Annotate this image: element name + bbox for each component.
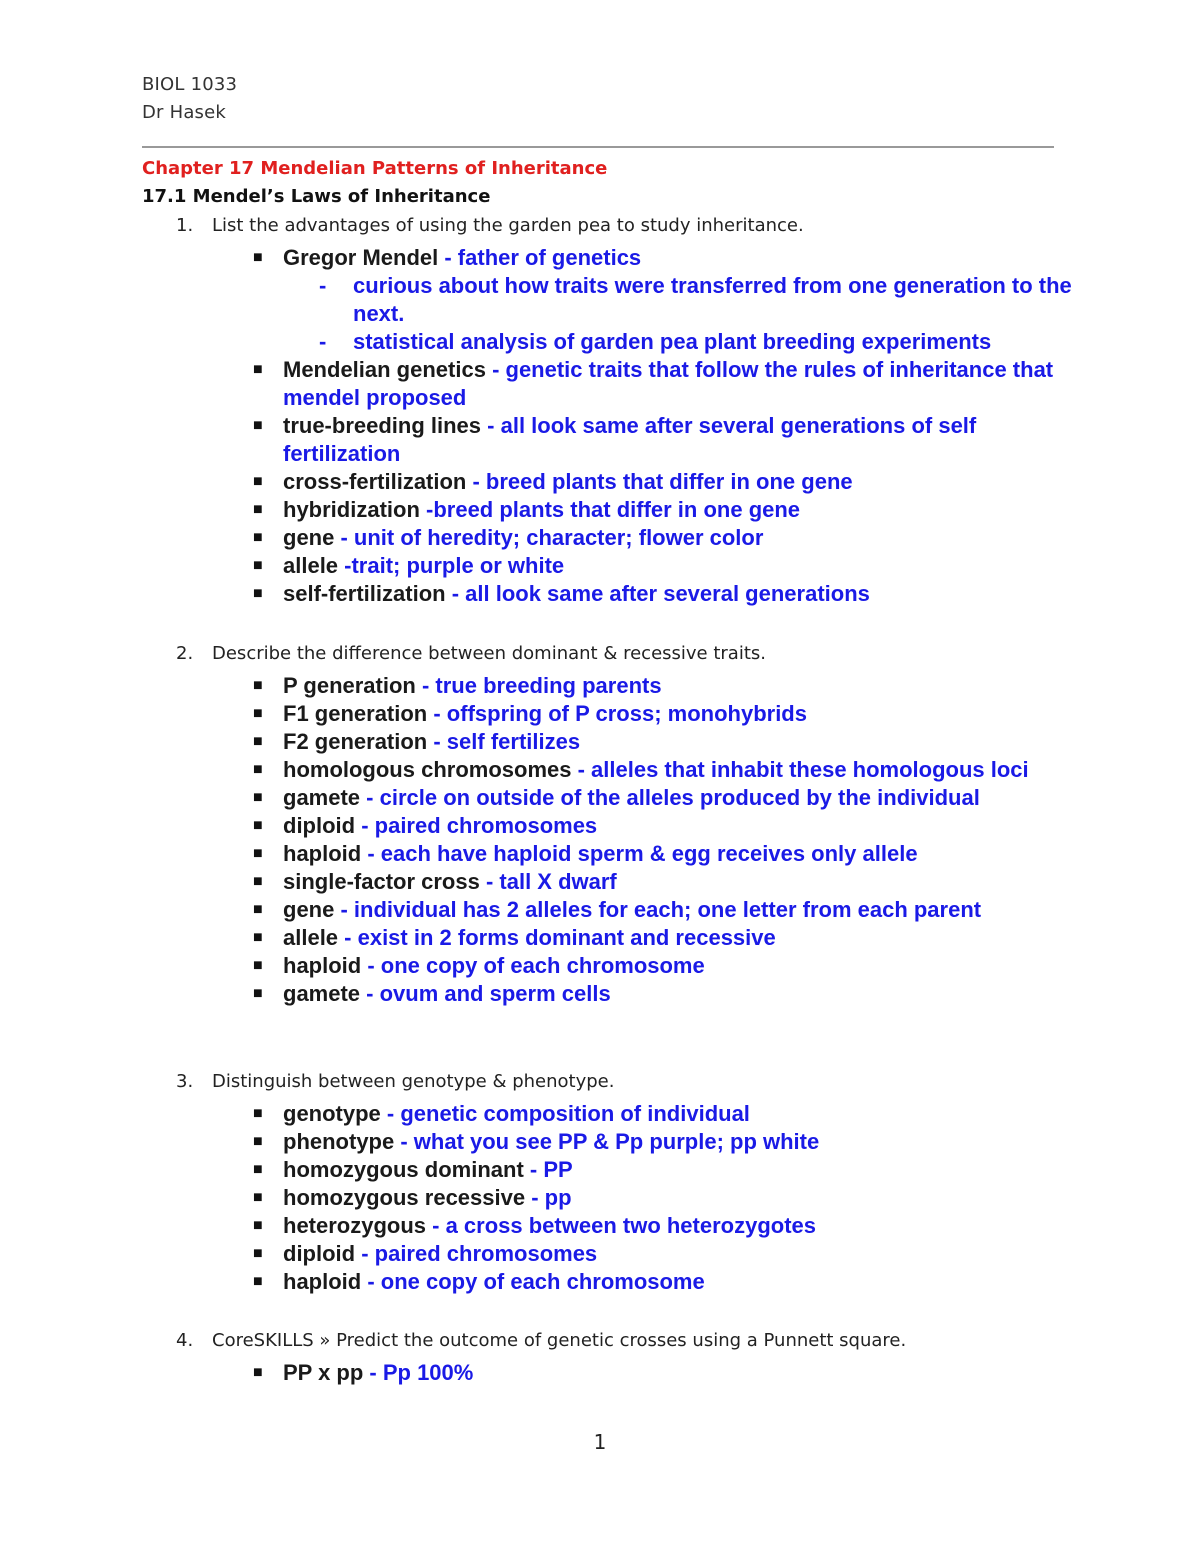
- dash-bullet-icon: -: [319, 329, 327, 354]
- question-1: [176, 215, 804, 236]
- list-item: [0, 700, 1073, 728]
- definition: - one copy of each chromosome: [361, 953, 705, 978]
- term: Gregor Mendel: [283, 245, 439, 270]
- term: homozygous recessive: [283, 1185, 526, 1210]
- definition: - true breeding parents: [415, 673, 662, 698]
- term: heterozygous: [283, 1213, 427, 1238]
- sub-text: statistical analysis of garden pea plant breeding experiments: [353, 329, 992, 354]
- definition: - father of genetics: [438, 245, 642, 270]
- question-number: 3.: [176, 1071, 194, 1092]
- list-item: [0, 924, 1073, 952]
- term: gene: [283, 897, 335, 922]
- course-code: BIOL 1033: [142, 74, 238, 95]
- question-number: 2.: [176, 643, 194, 664]
- definition: - paired chromosomes: [355, 1241, 598, 1266]
- square-bullet-icon: ■: [253, 473, 263, 490]
- term: homozygous dominant: [283, 1157, 524, 1182]
- question-4-list: [0, 1359, 1200, 1387]
- sub-text: curious about how traits were transferred from one generation to the next.: [353, 273, 1072, 326]
- list-item: [0, 868, 1073, 896]
- question-number: 1.: [176, 215, 194, 236]
- list-item: [0, 580, 1073, 608]
- dash-bullet-icon: -: [319, 273, 327, 298]
- square-bullet-icon: ■: [253, 985, 263, 1002]
- definition: - PP: [523, 1157, 573, 1182]
- sub-list: [283, 272, 1073, 356]
- square-bullet-icon: ■: [253, 901, 263, 918]
- definition: - tall X dwarf: [479, 869, 617, 894]
- square-bullet-icon: ■: [253, 1364, 263, 1381]
- definition: - breed plants that differ in one gene: [466, 469, 853, 494]
- definition: - what you see PP & Pp purple; pp white: [394, 1129, 820, 1154]
- question-1-list: [0, 244, 1200, 608]
- term: PP x pp: [283, 1360, 364, 1385]
- term: single-factor cross: [283, 869, 480, 894]
- term: F1 generation: [283, 701, 428, 726]
- list-item: [0, 952, 1073, 980]
- square-bullet-icon: ■: [253, 557, 263, 574]
- question-3: [176, 1071, 614, 1092]
- question-number: 4.: [176, 1330, 194, 1351]
- list-item: [0, 356, 1073, 412]
- definition: - circle on outside of the alleles produced by the individual: [360, 785, 980, 810]
- square-bullet-icon: ■: [253, 733, 263, 750]
- list-item: [0, 1268, 1073, 1296]
- term: self-fertilization: [283, 581, 446, 606]
- square-bullet-icon: ■: [253, 957, 263, 974]
- square-bullet-icon: ■: [253, 761, 263, 778]
- definition: - unit of heredity; character; flower color: [334, 525, 764, 550]
- definition: - offspring of P cross; monohybrids: [427, 701, 807, 726]
- square-bullet-icon: ■: [253, 1133, 263, 1150]
- question-3-list: [0, 1100, 1200, 1296]
- list-item: [0, 840, 1073, 868]
- square-bullet-icon: ■: [253, 249, 263, 266]
- term: gene: [283, 525, 335, 550]
- question-text: Distinguish between genotype & phenotype.: [212, 1071, 615, 1092]
- list-item: [0, 1184, 1073, 1212]
- term: homologous chromosomes: [283, 757, 572, 782]
- square-bullet-icon: ■: [253, 585, 263, 602]
- definition: - alleles that inhabit these homologous loci: [571, 757, 1029, 782]
- term: phenotype: [283, 1129, 395, 1154]
- term: Mendelian genetics: [283, 357, 486, 382]
- list-item: [0, 1156, 1073, 1184]
- definition: -trait; purple or white: [338, 553, 565, 578]
- square-bullet-icon: ■: [253, 789, 263, 806]
- square-bullet-icon: ■: [253, 501, 263, 518]
- definition: - pp: [525, 1185, 572, 1210]
- list-item: [0, 896, 1073, 924]
- square-bullet-icon: ■: [253, 677, 263, 694]
- list-item: [0, 1100, 1073, 1128]
- term: gamete: [283, 981, 361, 1006]
- section-title: 17.1 Mendel’s Laws of Inheritance: [142, 186, 491, 207]
- term: true-breeding lines: [283, 413, 482, 438]
- definition: - genetic composition of individual: [380, 1101, 750, 1126]
- square-bullet-icon: ■: [253, 1217, 263, 1234]
- definition: - each have haploid sperm & egg receives only allele: [361, 841, 918, 866]
- square-bullet-icon: ■: [253, 1189, 263, 1206]
- definition: - all look same after several generations: [445, 581, 870, 606]
- list-item: [0, 244, 1073, 356]
- term: F2 generation: [283, 729, 428, 754]
- list-item: [0, 524, 1073, 552]
- square-bullet-icon: ■: [253, 1273, 263, 1290]
- list-item: [0, 1359, 1073, 1387]
- list-item: [0, 812, 1073, 840]
- definition: - all look same after several generations of self fertilization: [283, 413, 977, 466]
- square-bullet-icon: ■: [253, 1245, 263, 1262]
- question-2: [176, 643, 766, 664]
- list-item: [0, 552, 1073, 580]
- definition: - a cross between two heterozygotes: [426, 1213, 817, 1238]
- term: P generation: [283, 673, 416, 698]
- question-text: CoreSKILLS » Predict the outcome of genetic crosses using a Punnett square.: [212, 1330, 907, 1351]
- term: diploid: [283, 813, 356, 838]
- definition: - self fertilizes: [427, 729, 581, 754]
- term: haploid: [283, 841, 362, 866]
- list-item: [0, 784, 1073, 812]
- list-item: [0, 412, 1073, 468]
- square-bullet-icon: ■: [253, 417, 263, 434]
- list-item: [0, 672, 1073, 700]
- sub-list-item: [283, 328, 1073, 356]
- sub-list-item: [283, 272, 1073, 328]
- page-number: 1: [593, 1430, 607, 1454]
- chapter-title: Chapter 17 Mendelian Patterns of Inheritance: [142, 158, 608, 179]
- term: haploid: [283, 953, 362, 978]
- term: cross-fertilization: [283, 469, 467, 494]
- term: allele: [283, 553, 339, 578]
- term: diploid: [283, 1241, 356, 1266]
- definition: - Pp 100%: [363, 1360, 474, 1385]
- term: hybridization: [283, 497, 420, 522]
- square-bullet-icon: ■: [253, 361, 263, 378]
- instructor-name: Dr Hasek: [142, 102, 227, 123]
- list-item: [0, 496, 1073, 524]
- definition: - one copy of each chromosome: [361, 1269, 705, 1294]
- definition: - paired chromosomes: [355, 813, 598, 838]
- definition: - ovum and sperm cells: [360, 981, 611, 1006]
- list-item: [0, 1128, 1073, 1156]
- list-item: [0, 728, 1073, 756]
- definition: - exist in 2 forms dominant and recessive: [338, 925, 776, 950]
- question-text: List the advantages of using the garden pea to study inheritance.: [212, 215, 804, 236]
- definition: - individual has 2 alleles for each; one letter from each parent: [334, 897, 982, 922]
- definition: -breed plants that differ in one gene: [419, 497, 801, 522]
- question-4: [176, 1330, 906, 1351]
- term: gamete: [283, 785, 361, 810]
- definition: - genetic traits that follow the rules of inheritance that mendel proposed: [283, 357, 1054, 410]
- square-bullet-icon: ■: [253, 929, 263, 946]
- square-bullet-icon: ■: [253, 1161, 263, 1178]
- question-2-list: [0, 672, 1200, 1008]
- term: allele: [283, 925, 339, 950]
- square-bullet-icon: ■: [253, 845, 263, 862]
- square-bullet-icon: ■: [253, 705, 263, 722]
- term: genotype: [283, 1101, 381, 1126]
- square-bullet-icon: ■: [253, 1105, 263, 1122]
- list-item: [0, 1240, 1073, 1268]
- list-item: [0, 756, 1073, 784]
- square-bullet-icon: ■: [253, 529, 263, 546]
- square-bullet-icon: ■: [253, 873, 263, 890]
- header-divider: [142, 146, 1054, 148]
- list-item: [0, 1212, 1073, 1240]
- question-text: Describe the difference between dominant & recessive traits.: [212, 643, 766, 664]
- square-bullet-icon: ■: [253, 817, 263, 834]
- list-item: [0, 980, 1073, 1008]
- term: haploid: [283, 1269, 362, 1294]
- list-item: [0, 468, 1073, 496]
